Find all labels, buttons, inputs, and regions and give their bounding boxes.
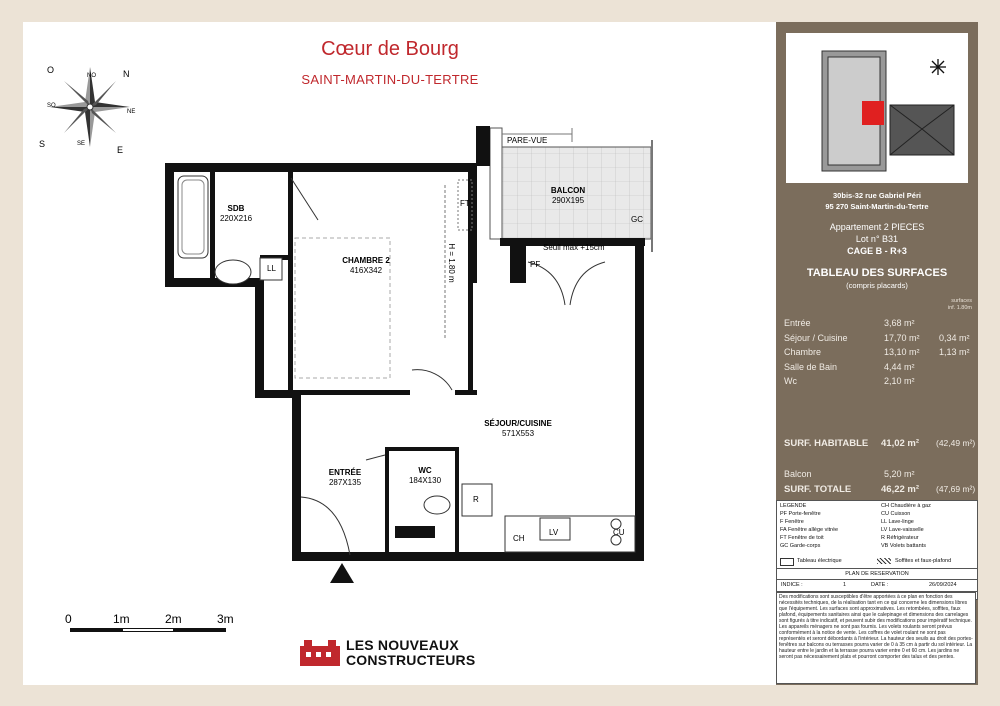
surface-row-name: Entrée [784, 318, 811, 328]
room-wc-name: WC [418, 466, 432, 475]
surface-row [784, 362, 978, 375]
legend-item: CH Chaudière à gaz [881, 503, 931, 509]
room-entree-name: ENTRÉE [328, 468, 362, 477]
scale-label-3: 3m [217, 612, 234, 626]
legend-item: LL Lave-linge [881, 519, 914, 525]
room-sejour [478, 419, 558, 439]
soffit-hatch-icon [877, 558, 891, 564]
compass-o: O [47, 65, 55, 75]
address-line-1: 30bis-32 rue Gabriel Péri [833, 191, 921, 200]
logo-line-2: CONSTRUCTEURS [346, 652, 476, 668]
date-label: DATE : [871, 582, 889, 588]
balcon-label: Balcon [784, 469, 812, 479]
total-label: SURF. TOTALE [784, 484, 852, 495]
room-sejour-dim: 571X553 [501, 429, 535, 438]
room-chambre [336, 256, 396, 276]
legend-item: CU Cuisson [881, 511, 911, 517]
surface-row-value: 3,68 m² [884, 318, 915, 328]
legend-item: GC Garde-corps [780, 543, 821, 549]
compass-e: E [117, 145, 124, 155]
room-wc-dim: 184X130 [408, 476, 442, 485]
label-height: H = 1.80 m [447, 243, 456, 283]
legend-item: FA Fenêtre allège vitrée [780, 527, 839, 533]
legend-item: PF Porte-fenêtre [780, 511, 821, 517]
surface-row-name: Chambre [784, 347, 822, 357]
room-sdb-name: SDB [227, 204, 245, 213]
label-gc: GC [631, 215, 643, 224]
label-pare-vue: PARE-VUE [507, 136, 548, 145]
habitable-extra: (42,49 m²) [936, 438, 976, 448]
room-sdb [216, 204, 256, 224]
cage-floor: CAGE B - R+3 [847, 246, 907, 256]
legend-soffit: Soffites et faux-plafond [895, 558, 952, 564]
surface-row [784, 347, 978, 360]
surface-row [784, 376, 978, 389]
logo-mark-icon [298, 638, 342, 668]
legend-item: R Réfrigérateur [881, 535, 919, 541]
legend-item: VB Volets battants [881, 543, 926, 549]
surface-row-name: Séjour / Cuisine [784, 333, 848, 343]
label-ft: FT [460, 199, 470, 208]
compass-se: SE [77, 141, 86, 147]
balcon-value: 5,20 m² [884, 469, 915, 479]
label-pf: PF [530, 260, 541, 269]
index-label: INDICE : [781, 582, 803, 588]
project-city: SAINT-MARTIN-DU-TERTRE [301, 72, 479, 87]
room-balcon-dim: 290X195 [551, 196, 585, 205]
room-balcon-name: BALCON [550, 186, 586, 195]
compass-no: NO [87, 73, 96, 79]
scale-label-1: 1m [113, 612, 130, 626]
scale-label-0: 0 [65, 612, 72, 626]
legend-item: F Fenêtre [780, 519, 804, 525]
surface-note-2: inf. 1.80m [947, 305, 972, 311]
room-entree [318, 468, 372, 488]
habitable-value: 41,02 m² [881, 438, 920, 449]
surface-row-value: 4,44 m² [884, 362, 915, 372]
room-entree-dim: 287X135 [328, 478, 362, 487]
surface-row-value: 13,10 m² [884, 347, 920, 357]
room-wc [400, 466, 450, 486]
plan-title: PLAN DE RESERVATION [776, 568, 978, 580]
project-title: Cœur de Bourg [321, 38, 459, 60]
surface-table-title: TABLEAU DES SURFACES [806, 267, 948, 279]
apartment-type: Appartement 2 PIECES [829, 222, 925, 232]
label-ch: CH [513, 534, 525, 543]
disclaimer-text: Des modifications sont susceptibles d'être apportées à ce plan en fonction des nécessités techniques, de la réalisation tant en ce qui concerne les dimensions libres que l'équipement. Les surfaces sont approximatives. Les retombées, soffites, faux plafond, équipements sanitaires ainsi que le calepinage et dimensions des carrelages sont figurés à titre indicatif, et peuvent subir des modifications pour impératif technique. Les appareils ménagers ne sont pas fournis. Les volets roulants seront prévus conformément à la notice de vente. Les coffres de volet roulant ne sont pas représentés et seront débordants à l'intérieur. La hauteur des seuils au droit des portes-fenêtres sur balcons ou terrasses pourra varier de 0 à 35 cm à partir du sol intérieur. La hauteur entre le jardin et la terrasse pourra varier entre 0 et 60 cm. Les jardins ne seront pas nécessairement plats et pourront comporter des talus et des pentes. [776, 592, 976, 684]
surface-note [948, 298, 972, 312]
total-value: 46,22 m² [881, 484, 920, 495]
company-logo [298, 638, 498, 672]
scale-bar [65, 612, 245, 642]
legend-title: LEGENDE [780, 503, 807, 509]
habitable-row [784, 438, 978, 451]
legend-electric: Tableau électrique [797, 558, 842, 564]
compass-n: N [123, 69, 130, 79]
surface-row [784, 333, 978, 346]
address-line-2: 95 270 Saint-Martin-du-Tertre [825, 202, 929, 211]
label-lv: LV [549, 528, 559, 537]
balcon-row [784, 469, 978, 482]
surface-row-name: Wc [784, 376, 797, 386]
total-extra: (47,69 m²) [936, 484, 976, 494]
habitable-label: SURF. HABITABLE [784, 438, 869, 449]
label-seuil: Seuil max +15cm [543, 243, 605, 252]
label-ll: LL [267, 264, 276, 273]
surface-row [784, 318, 978, 331]
scale-label-2: 2m [165, 612, 182, 626]
surface-row-name: Salle de Bain [784, 362, 838, 372]
legend-item: FT Fenêtre de toit [780, 535, 824, 541]
legend-item: LV Lave-vaisselle [881, 527, 924, 533]
room-chambre-dim: 416X342 [349, 266, 383, 275]
surface-row-extra: 0,34 m² [939, 333, 970, 343]
building-location-thumbnail [786, 33, 968, 183]
index-value: 1 [843, 582, 847, 588]
compass-s: S [39, 139, 46, 149]
surface-row-value: 2,10 m² [884, 376, 915, 386]
surface-note-1: surfaces [951, 298, 972, 304]
logo-line-1: LES NOUVEAUX [346, 637, 459, 653]
electric-panel-icon [780, 558, 794, 566]
total-row [784, 484, 978, 497]
compass-so: SO [47, 103, 56, 109]
label-cu: CU [613, 528, 625, 537]
room-sdb-dim: 220X216 [219, 214, 253, 223]
room-balcon [538, 186, 598, 206]
surface-row-value: 17,70 m² [884, 333, 920, 343]
room-sejour-name: SÉJOUR/CUISINE [484, 419, 552, 428]
surface-row-extra: 1,13 m² [939, 347, 970, 357]
compass-ne: NE [127, 109, 136, 115]
date-value: 26/09/2024 [929, 582, 957, 588]
surface-table-subtitle: (compris placards) [846, 281, 908, 290]
lot-number: Lot n° B31 [855, 234, 899, 244]
label-r: R [473, 495, 479, 504]
room-chambre-name: CHAMBRE 2 [342, 256, 390, 265]
